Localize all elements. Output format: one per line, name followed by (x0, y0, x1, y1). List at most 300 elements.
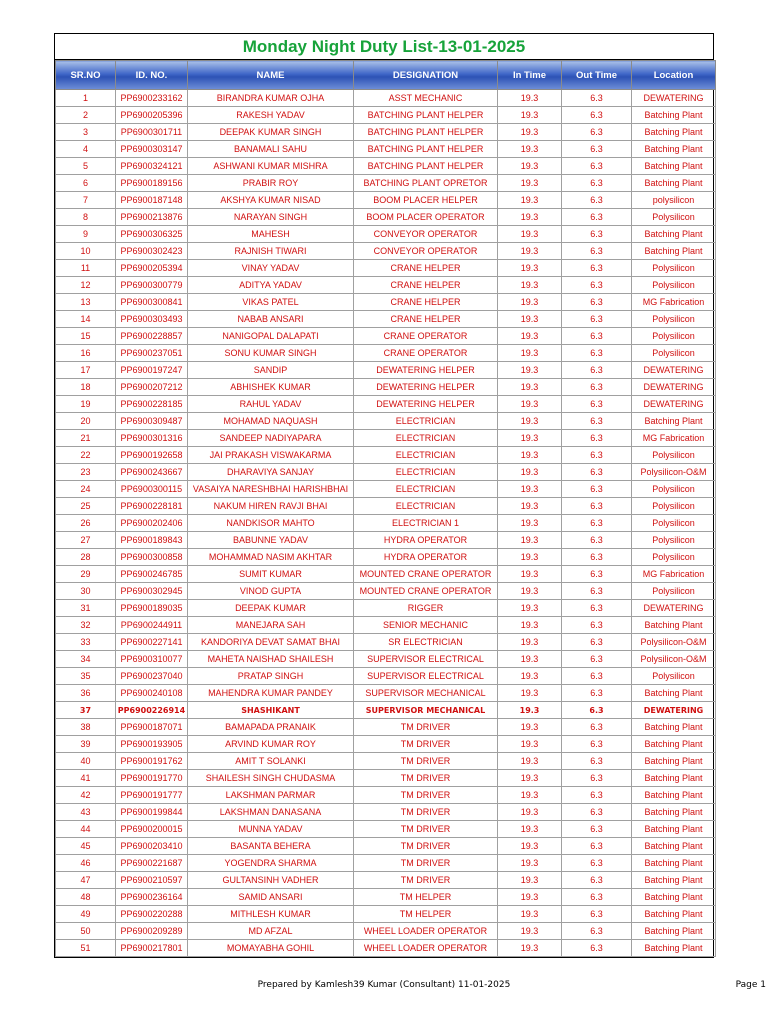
cell-name: PRATAP SINGH (188, 668, 354, 685)
cell-location: Batching Plant (632, 838, 716, 855)
cell-id: PP6900301711 (116, 124, 188, 141)
cell-name: MITHLESH KUMAR (188, 906, 354, 923)
cell-in-time: 19.3 (498, 294, 562, 311)
cell-name: NABAB ANSARI (188, 311, 354, 328)
page-title: Monday Night Duty List-13-01-2025 (55, 34, 713, 60)
cell-in-time: 19.3 (498, 634, 562, 651)
table-row (56, 804, 716, 821)
cell-out-time: 6.3 (562, 447, 632, 464)
cell-id: PP6900197247 (116, 362, 188, 379)
cell-out-time: 6.3 (562, 430, 632, 447)
table-row (56, 617, 716, 634)
cell-location: DEWATERING (632, 702, 716, 719)
cell-srno: 36 (56, 685, 116, 702)
table-row (56, 345, 716, 362)
cell-in-time: 19.3 (498, 770, 562, 787)
cell-in-time: 19.3 (498, 124, 562, 141)
cell-in-time: 19.3 (498, 515, 562, 532)
cell-name: NAKUM HIREN RAVJI BHAI (188, 498, 354, 515)
cell-name: MOHAMMAD NASIM AKHTAR (188, 549, 354, 566)
cell-designation: TM DRIVER (354, 821, 498, 838)
table-row (56, 651, 716, 668)
cell-id: PP6900303493 (116, 311, 188, 328)
cell-id: PP6900300115 (116, 481, 188, 498)
cell-name: BIRANDRA KUMAR OJHA (188, 90, 354, 107)
cell-id: PP6900202406 (116, 515, 188, 532)
table-row (56, 481, 716, 498)
table-row (56, 940, 716, 957)
cell-out-time: 6.3 (562, 379, 632, 396)
cell-location: DEWATERING (632, 396, 716, 413)
table-row (56, 719, 716, 736)
cell-designation: BATCHING PLANT HELPER (354, 124, 498, 141)
cell-location: Batching Plant (632, 923, 716, 940)
table-row (56, 583, 716, 600)
cell-id: PP6900217801 (116, 940, 188, 957)
cell-designation: TM DRIVER (354, 736, 498, 753)
cell-location: Batching Plant (632, 804, 716, 821)
cell-name: VINAY YADAV (188, 260, 354, 277)
cell-id: PP6900300841 (116, 294, 188, 311)
cell-designation: CRANE HELPER (354, 260, 498, 277)
cell-srno: 13 (56, 294, 116, 311)
cell-name: LAKSHMAN DANASANA (188, 804, 354, 821)
cell-designation: CRANE HELPER (354, 294, 498, 311)
cell-id: PP6900303147 (116, 141, 188, 158)
cell-out-time: 6.3 (562, 617, 632, 634)
cell-srno: 10 (56, 243, 116, 260)
cell-id: PP6900237051 (116, 345, 188, 362)
cell-in-time: 19.3 (498, 889, 562, 906)
cell-id: PP6900240108 (116, 685, 188, 702)
cell-in-time: 19.3 (498, 719, 562, 736)
cell-location: polysilicon (632, 192, 716, 209)
cell-id: PP6900191770 (116, 770, 188, 787)
cell-location: Batching Plant (632, 243, 716, 260)
cell-name: RAJNISH TIWARI (188, 243, 354, 260)
cell-srno: 50 (56, 923, 116, 940)
col-header-location: Location (632, 61, 716, 90)
cell-srno: 16 (56, 345, 116, 362)
cell-in-time: 19.3 (498, 923, 562, 940)
cell-srno: 6 (56, 175, 116, 192)
table-row (56, 447, 716, 464)
cell-srno: 35 (56, 668, 116, 685)
table-row (56, 549, 716, 566)
table-row (56, 209, 716, 226)
cell-out-time: 6.3 (562, 940, 632, 957)
table-row (56, 328, 716, 345)
table-row (56, 498, 716, 515)
cell-name: SANDEEP NADIYAPARA (188, 430, 354, 447)
cell-location: Batching Plant (632, 872, 716, 889)
cell-location: Polysilicon (632, 260, 716, 277)
cell-id: PP6900205396 (116, 107, 188, 124)
cell-srno: 24 (56, 481, 116, 498)
cell-out-time: 6.3 (562, 345, 632, 362)
cell-srno: 4 (56, 141, 116, 158)
cell-designation: TM HELPER (354, 906, 498, 923)
cell-location: Polysilicon (632, 328, 716, 345)
cell-designation: TM DRIVER (354, 872, 498, 889)
cell-name: ABHISHEK KUMAR (188, 379, 354, 396)
cell-designation: CRANE OPERATOR (354, 345, 498, 362)
cell-location: Batching Plant (632, 141, 716, 158)
cell-out-time: 6.3 (562, 549, 632, 566)
cell-id: PP6900209289 (116, 923, 188, 940)
table-row (56, 226, 716, 243)
cell-location: Batching Plant (632, 413, 716, 430)
cell-location: Batching Plant (632, 158, 716, 175)
cell-out-time: 6.3 (562, 532, 632, 549)
cell-out-time: 6.3 (562, 515, 632, 532)
cell-location: Batching Plant (632, 124, 716, 141)
cell-designation: HYDRA OPERATOR (354, 549, 498, 566)
cell-location: Batching Plant (632, 226, 716, 243)
cell-in-time: 19.3 (498, 260, 562, 277)
cell-designation: ELECTRICIAN (354, 498, 498, 515)
cell-id: PP6900213876 (116, 209, 188, 226)
col-header-in-time: In Time (498, 61, 562, 90)
cell-out-time: 6.3 (562, 464, 632, 481)
cell-id: PP6900227141 (116, 634, 188, 651)
table-row (56, 260, 716, 277)
table-row (56, 158, 716, 175)
cell-out-time: 6.3 (562, 311, 632, 328)
cell-out-time: 6.3 (562, 413, 632, 430)
cell-srno: 43 (56, 804, 116, 821)
cell-location: Polysilicon (632, 345, 716, 362)
cell-in-time: 19.3 (498, 787, 562, 804)
cell-srno: 31 (56, 600, 116, 617)
table-row (56, 90, 716, 107)
cell-srno: 49 (56, 906, 116, 923)
cell-name: VIKAS PATEL (188, 294, 354, 311)
table-row (56, 175, 716, 192)
cell-id: PP6900324121 (116, 158, 188, 175)
cell-id: PP6900220288 (116, 906, 188, 923)
cell-out-time: 6.3 (562, 753, 632, 770)
cell-designation: DEWATERING HELPER (354, 362, 498, 379)
cell-out-time: 6.3 (562, 634, 632, 651)
cell-out-time: 6.3 (562, 107, 632, 124)
cell-name: ASHWANI KUMAR MISHRA (188, 158, 354, 175)
cell-srno: 14 (56, 311, 116, 328)
cell-designation: DEWATERING HELPER (354, 396, 498, 413)
page-number: Page 1 (735, 980, 766, 990)
cell-location: Polysilicon (632, 498, 716, 515)
cell-name: GULTANSINH VADHER (188, 872, 354, 889)
cell-srno: 30 (56, 583, 116, 600)
duty-table (55, 60, 716, 957)
cell-id: PP6900306325 (116, 226, 188, 243)
cell-location: Batching Plant (632, 855, 716, 872)
cell-out-time: 6.3 (562, 770, 632, 787)
cell-designation: ELECTRICIAN (354, 481, 498, 498)
table-row (56, 464, 716, 481)
cell-in-time: 19.3 (498, 940, 562, 957)
cell-in-time: 19.3 (498, 566, 562, 583)
cell-location: Polysilicon-O&M (632, 464, 716, 481)
cell-srno: 22 (56, 447, 116, 464)
cell-in-time: 19.3 (498, 311, 562, 328)
cell-location: Batching Plant (632, 770, 716, 787)
cell-name: MOMAYABHA GOHIL (188, 940, 354, 957)
cell-designation: ELECTRICIAN (354, 413, 498, 430)
table-row (56, 532, 716, 549)
table-row (56, 838, 716, 855)
cell-name: VINOD GUPTA (188, 583, 354, 600)
cell-srno: 25 (56, 498, 116, 515)
cell-srno: 17 (56, 362, 116, 379)
cell-name: SUMIT KUMAR (188, 566, 354, 583)
cell-location: MG Fabrication (632, 566, 716, 583)
cell-out-time: 6.3 (562, 889, 632, 906)
cell-designation: CRANE OPERATOR (354, 328, 498, 345)
table-row (56, 294, 716, 311)
cell-id: PP6900243667 (116, 464, 188, 481)
cell-in-time: 19.3 (498, 362, 562, 379)
cell-in-time: 19.3 (498, 855, 562, 872)
cell-name: YOGENDRA SHARMA (188, 855, 354, 872)
cell-out-time: 6.3 (562, 396, 632, 413)
cell-name: JAI PRAKASH VISWAKARMA (188, 447, 354, 464)
cell-name: DHARAVIYA SANJAY (188, 464, 354, 481)
cell-designation: SUPERVISOR MECHANICAL (354, 685, 498, 702)
cell-designation: ASST MECHANIC (354, 90, 498, 107)
table-row (56, 277, 716, 294)
cell-location: Batching Plant (632, 107, 716, 124)
table-row (56, 702, 716, 719)
cell-out-time: 6.3 (562, 124, 632, 141)
cell-designation: MOUNTED CRANE OPERATOR (354, 583, 498, 600)
cell-location: DEWATERING (632, 90, 716, 107)
cell-location: Batching Plant (632, 940, 716, 957)
cell-designation: SUPERVISOR ELECTRICAL (354, 668, 498, 685)
table-row (56, 923, 716, 940)
col-header-name: NAME (188, 61, 354, 90)
cell-designation: BOOM PLACER OPERATOR (354, 209, 498, 226)
cell-srno: 26 (56, 515, 116, 532)
cell-id: PP6900302423 (116, 243, 188, 260)
cell-designation: ELECTRICIAN (354, 464, 498, 481)
cell-out-time: 6.3 (562, 685, 632, 702)
cell-designation: BATCHING PLANT HELPER (354, 141, 498, 158)
cell-location: Batching Plant (632, 719, 716, 736)
cell-name: MAHENDRA KUMAR PANDEY (188, 685, 354, 702)
cell-in-time: 19.3 (498, 736, 562, 753)
cell-id: PP6900192658 (116, 447, 188, 464)
cell-name: MOHAMAD NAQUASH (188, 413, 354, 430)
table-row (56, 821, 716, 838)
cell-designation: SUPERVISOR ELECTRICAL (354, 651, 498, 668)
cell-in-time: 19.3 (498, 685, 562, 702)
cell-in-time: 19.3 (498, 668, 562, 685)
cell-in-time: 19.3 (498, 430, 562, 447)
cell-location: MG Fabrication (632, 430, 716, 447)
table-row (56, 906, 716, 923)
cell-name: BASANTA BEHERA (188, 838, 354, 855)
cell-id: PP6900187148 (116, 192, 188, 209)
cell-designation: BATCHING PLANT OPRETOR (354, 175, 498, 192)
table-row (56, 243, 716, 260)
table-row (56, 685, 716, 702)
cell-location: Batching Plant (632, 787, 716, 804)
table-row (56, 634, 716, 651)
cell-designation: TM HELPER (354, 889, 498, 906)
cell-out-time: 6.3 (562, 243, 632, 260)
cell-out-time: 6.3 (562, 277, 632, 294)
cell-location: Polysilicon-O&M (632, 634, 716, 651)
cell-out-time: 6.3 (562, 855, 632, 872)
cell-out-time: 6.3 (562, 141, 632, 158)
cell-in-time: 19.3 (498, 277, 562, 294)
cell-in-time: 19.3 (498, 345, 562, 362)
cell-designation: BOOM PLACER HELPER (354, 192, 498, 209)
cell-out-time: 6.3 (562, 362, 632, 379)
cell-out-time: 6.3 (562, 328, 632, 345)
cell-in-time: 19.3 (498, 243, 562, 260)
cell-id: PP6900207212 (116, 379, 188, 396)
cell-srno: 32 (56, 617, 116, 634)
cell-name: LAKSHMAN PARMAR (188, 787, 354, 804)
cell-out-time: 6.3 (562, 175, 632, 192)
cell-out-time: 6.3 (562, 668, 632, 685)
cell-designation: WHEEL LOADER OPERATOR (354, 940, 498, 957)
table-row (56, 872, 716, 889)
cell-location: DEWATERING (632, 362, 716, 379)
cell-name: SAMID ANSARI (188, 889, 354, 906)
cell-location: Batching Plant (632, 821, 716, 838)
cell-location: MG Fabrication (632, 294, 716, 311)
cell-out-time: 6.3 (562, 209, 632, 226)
cell-designation: BATCHING PLANT HELPER (354, 107, 498, 124)
cell-srno: 44 (56, 821, 116, 838)
cell-srno: 39 (56, 736, 116, 753)
cell-name: ADITYA YADAV (188, 277, 354, 294)
cell-location: Batching Plant (632, 753, 716, 770)
cell-in-time: 19.3 (498, 413, 562, 430)
cell-out-time: 6.3 (562, 600, 632, 617)
cell-name: BABUNNE YADAV (188, 532, 354, 549)
cell-name: VASAIYA NARESHBHAI HARISHBHAI (188, 481, 354, 498)
cell-in-time: 19.3 (498, 175, 562, 192)
cell-id: PP6900310077 (116, 651, 188, 668)
cell-name: AMIT T SOLANKI (188, 753, 354, 770)
cell-name: AKSHYA KUMAR NISAD (188, 192, 354, 209)
cell-location: Polysilicon (632, 532, 716, 549)
cell-name: DEEPAK KUMAR (188, 600, 354, 617)
cell-name: MD AFZAL (188, 923, 354, 940)
table-row (56, 311, 716, 328)
cell-in-time: 19.3 (498, 906, 562, 923)
cell-name: NANIGOPAL DALAPATI (188, 328, 354, 345)
cell-in-time: 19.3 (498, 379, 562, 396)
cell-location: Batching Plant (632, 906, 716, 923)
cell-srno: 51 (56, 940, 116, 957)
cell-in-time: 19.3 (498, 651, 562, 668)
table-row (56, 889, 716, 906)
cell-srno: 48 (56, 889, 116, 906)
cell-id: PP6900193905 (116, 736, 188, 753)
table-row (56, 379, 716, 396)
cell-location: Batching Plant (632, 685, 716, 702)
cell-location: Batching Plant (632, 617, 716, 634)
cell-id: PP6900191762 (116, 753, 188, 770)
cell-srno: 8 (56, 209, 116, 226)
col-header-out-time: Out Time (562, 61, 632, 90)
cell-id: PP6900228185 (116, 396, 188, 413)
cell-id: PP6900199844 (116, 804, 188, 821)
cell-name: NARAYAN SINGH (188, 209, 354, 226)
table-row (56, 107, 716, 124)
cell-srno: 15 (56, 328, 116, 345)
table-header-row (56, 61, 716, 90)
cell-designation: CONVEYOR OPERATOR (354, 243, 498, 260)
cell-in-time: 19.3 (498, 90, 562, 107)
cell-location: Polysilicon (632, 583, 716, 600)
cell-in-time: 19.3 (498, 464, 562, 481)
cell-id: PP6900236164 (116, 889, 188, 906)
cell-name: BAMAPADA PRANAIK (188, 719, 354, 736)
cell-id: PP6900189843 (116, 532, 188, 549)
cell-designation: WHEEL LOADER OPERATOR (354, 923, 498, 940)
cell-in-time: 19.3 (498, 872, 562, 889)
cell-in-time: 19.3 (498, 838, 562, 855)
cell-id: PP6900226914 (116, 702, 188, 719)
cell-srno: 27 (56, 532, 116, 549)
cell-location: DEWATERING (632, 600, 716, 617)
cell-in-time: 19.3 (498, 753, 562, 770)
cell-out-time: 6.3 (562, 651, 632, 668)
cell-srno: 47 (56, 872, 116, 889)
cell-in-time: 19.3 (498, 600, 562, 617)
table-row (56, 430, 716, 447)
cell-name: ARVIND KUMAR ROY (188, 736, 354, 753)
table-row (56, 141, 716, 158)
cell-designation: TM DRIVER (354, 770, 498, 787)
cell-location: Polysilicon (632, 481, 716, 498)
duty-list-sheet (54, 33, 714, 958)
cell-id: PP6900228857 (116, 328, 188, 345)
cell-location: Polysilicon-O&M (632, 651, 716, 668)
cell-in-time: 19.3 (498, 498, 562, 515)
cell-name: SANDIP (188, 362, 354, 379)
cell-in-time: 19.3 (498, 209, 562, 226)
cell-out-time: 6.3 (562, 804, 632, 821)
cell-out-time: 6.3 (562, 158, 632, 175)
cell-designation: SENIOR MECHANIC (354, 617, 498, 634)
cell-id: PP6900210597 (116, 872, 188, 889)
cell-location: Batching Plant (632, 736, 716, 753)
cell-srno: 18 (56, 379, 116, 396)
table-row (56, 753, 716, 770)
cell-id: PP6900301316 (116, 430, 188, 447)
cell-name: SHAILESH SINGH CHUDASMA (188, 770, 354, 787)
cell-name: SHASHIKANT (188, 702, 354, 719)
cell-srno: 11 (56, 260, 116, 277)
table-row (56, 787, 716, 804)
cell-id: PP6900203410 (116, 838, 188, 855)
table-row (56, 770, 716, 787)
cell-designation: DEWATERING HELPER (354, 379, 498, 396)
cell-designation: CRANE HELPER (354, 311, 498, 328)
cell-id: PP6900244911 (116, 617, 188, 634)
cell-location: Polysilicon (632, 447, 716, 464)
col-header-designation: DESIGNATION (354, 61, 498, 90)
table-row (56, 192, 716, 209)
cell-designation: ELECTRICIAN 1 (354, 515, 498, 532)
